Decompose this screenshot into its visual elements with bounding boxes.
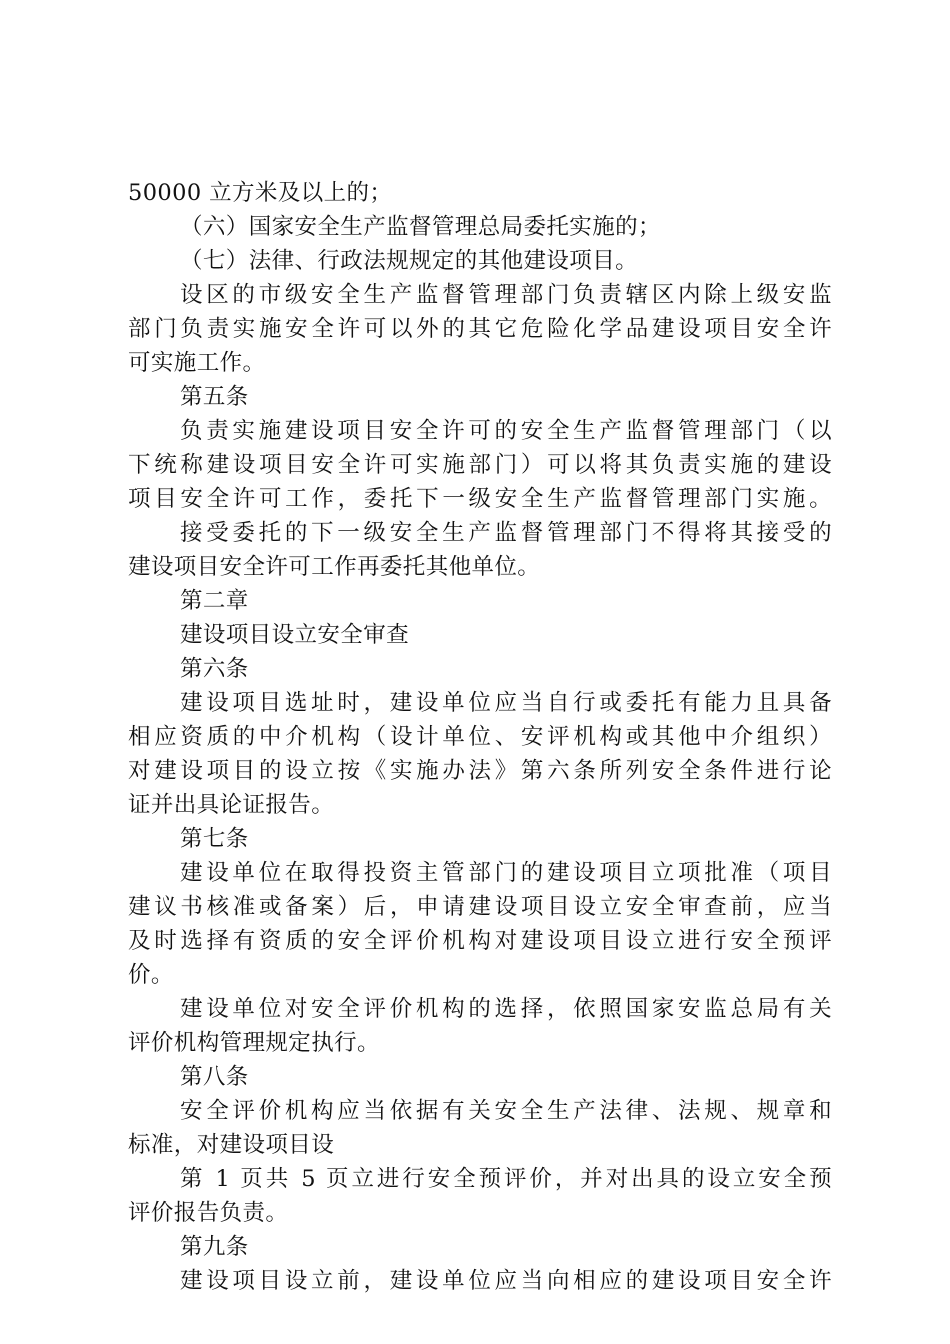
text-line: 评价报告负责。 — [128, 1200, 289, 1226]
text-line: 建设单位在取得投资主管部门的建设项目立项批准（项目 — [180, 860, 832, 886]
text-line: 第七条 — [180, 826, 249, 852]
text-line: 第 1 页共 5 页立进行安全预评价，并对出具的设立安全预 — [180, 1166, 832, 1192]
text-line: 价。 — [128, 962, 174, 988]
text-line: 第二章 — [180, 588, 249, 614]
text-line: 安全评价机构应当依据有关安全生产法律、法规、规章和 — [180, 1098, 832, 1124]
text-line: 建设项目设立前，建设单位应当向相应的建设项目安全许 — [180, 1268, 832, 1294]
text-line: 建设项目安全许可工作再委托其他单位。 — [128, 554, 541, 580]
text-line: 项目安全许可工作，委托下一级安全生产监督管理部门实施。 — [128, 486, 832, 512]
text-line: 建设单位对安全评价机构的选择，依照国家安监总局有关 — [180, 996, 832, 1022]
text-line: 标准，对建设项目设 — [128, 1132, 335, 1158]
text-line: 评价机构管理规定执行。 — [128, 1030, 380, 1056]
text-line: 可实施工作。 — [128, 350, 266, 376]
text-line: 部门负责实施安全许可以外的其它危险化学品建设项目安全许 — [128, 316, 832, 342]
text-line: 下统称建设项目安全许可实施部门）可以将其负责实施的建设 — [128, 452, 832, 478]
text-line: 相应资质的中介机构（设计单位、安评机构或其他中介组织） — [128, 724, 832, 750]
text-line: 建设项目选址时，建设单位应当自行或委托有能力且具备 — [180, 690, 832, 716]
text-line: 第九条 — [180, 1234, 249, 1260]
text-line: 第五条 — [180, 384, 249, 410]
text-line: （六）国家安全生产监督管理总局委托实施的； — [180, 214, 661, 240]
text-line: 建议书核准或备案）后，申请建设项目设立安全审查前，应当 — [128, 894, 832, 920]
text-line: 设区的市级安全生产监督管理部门负责辖区内除上级安监 — [180, 282, 832, 308]
text-line: 对建设项目的设立按《实施办法》第六条所列安全条件进行论 — [128, 758, 832, 784]
text-line: 第八条 — [180, 1064, 249, 1090]
text-line: 证并出具论证报告。 — [128, 792, 335, 818]
text-line: 建设项目设立安全审查 — [180, 622, 410, 648]
text-line: 负责实施建设项目安全许可的安全生产监督管理部门（以 — [180, 418, 832, 444]
text-line: 及时选择有资质的安全评价机构对建设项目设立进行安全预评 — [128, 928, 832, 954]
document-page — [128, 176, 832, 1298]
text-line: 第六条 — [180, 656, 249, 682]
text-line: （七）法律、行政法规规定的其他建设项目。 — [180, 248, 639, 274]
text-line: 50000 立方米及以上的； — [128, 180, 393, 206]
text-line: 接受委托的下一级安全生产监督管理部门不得将其接受的 — [180, 520, 832, 546]
